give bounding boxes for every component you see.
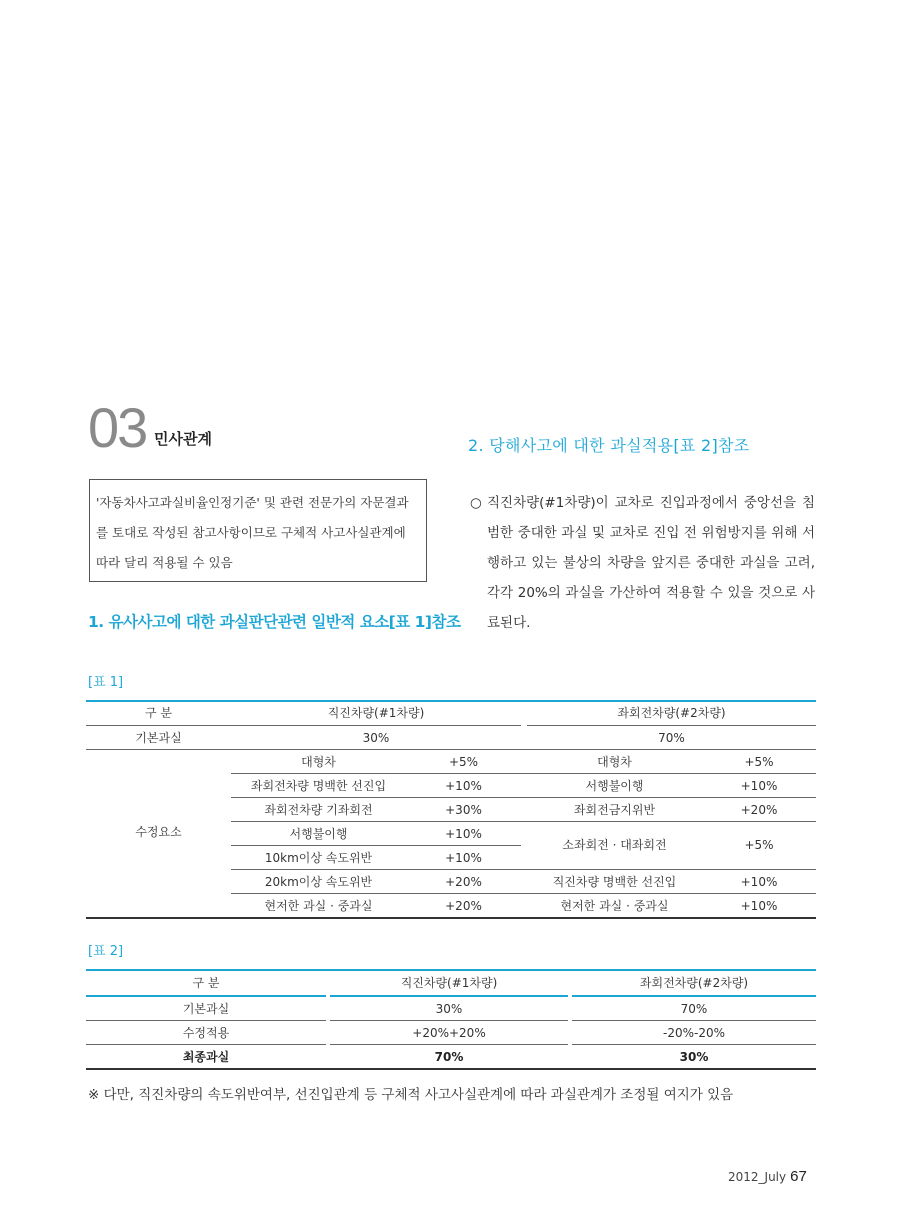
table2-row-label: 기본과실 xyxy=(182,1002,230,1016)
issue-date: 2012_July xyxy=(728,1170,787,1184)
table2-header-rule xyxy=(572,995,816,997)
table2-bottom-rule xyxy=(86,1068,816,1070)
table2-row-label: 최종과실 xyxy=(182,1050,230,1064)
table1-rule xyxy=(86,725,231,726)
table1-label: [표 1] xyxy=(88,675,124,690)
table1-rule xyxy=(231,845,521,846)
notice-box: '자동차사고과실비율인정기준' 및 관련 전문가의 자문결과를 토대로 작성된 참고사항이므로 구체적 사고사실관계에 따라 달리 적용될 수 있음 xyxy=(89,479,427,582)
table1-car1-value: +20% xyxy=(445,875,482,889)
table2-header-car2: 좌회전차량(#2차량) xyxy=(639,976,749,990)
table1-car1-value: +20% xyxy=(445,899,482,913)
table1-car2-item: 현저한 과실 · 중과실 xyxy=(560,899,669,913)
table2-rule xyxy=(86,1044,326,1045)
table1-header-car2: 좌회전차량(#2차량) xyxy=(617,706,726,720)
table1-car2-value: +20% xyxy=(740,803,778,817)
table1-rule xyxy=(86,749,816,750)
table2-top-rule xyxy=(86,969,816,971)
table1-car1-value: +10% xyxy=(445,779,482,793)
table1-top-rule xyxy=(86,700,816,702)
table1-car2-value: +5% xyxy=(744,755,774,769)
table1-car2-item: 서행불이행 xyxy=(585,779,644,793)
table1-car2-value: +10% xyxy=(740,899,778,913)
table1-rule xyxy=(231,773,816,774)
heading-this-accident: 2. 당해사고에 대한 과실적용[표 2]참조 xyxy=(468,436,750,455)
table1-rule xyxy=(231,725,521,726)
table1-car1-item: 좌회전차량 기좌회전 xyxy=(264,803,373,817)
table2-row-car2: 30% xyxy=(679,1050,709,1064)
table1-car1-item: 대형차 xyxy=(301,755,336,769)
table1-car2-item: 직진차량 명백한 선진입 xyxy=(552,875,677,889)
table1-rule xyxy=(231,869,816,870)
table1-car1-value: +5% xyxy=(448,755,479,769)
table2-row-car2: 70% xyxy=(680,1002,708,1016)
table1-car1-value: +10% xyxy=(445,827,482,841)
table1-car1-item: 좌회전차량 명백한 선진입 xyxy=(250,779,387,793)
footnote: ※ 다만, 직진차량의 속도위반여부, 선진입관계 등 구체적 사고사실관계에 따라 과실관계가 조정될 여지가 있음 xyxy=(88,1087,734,1103)
table1-bottom-rule xyxy=(86,917,816,919)
table1-car1-value: +10% xyxy=(445,851,482,865)
table1-car2-item: 좌회전금지위반 xyxy=(573,803,656,817)
table1-modifier-label: 수정요소 xyxy=(135,825,182,839)
table1-header-car1: 직진차량(#1차량) xyxy=(327,706,425,720)
table2-row-car2: -20%-20% xyxy=(662,1026,725,1040)
table2-row-label: 수정적용 xyxy=(182,1026,230,1040)
table1-car2-value: +10% xyxy=(740,875,778,889)
table1-car1-item: 20km이상 속도위반 xyxy=(264,875,373,889)
table1-car1-value: +30% xyxy=(445,803,482,817)
table2-rule xyxy=(572,1044,816,1045)
table1-car2-item: 대형차 xyxy=(597,755,632,769)
table2-rule xyxy=(330,1044,568,1045)
table1-base-label: 기본과실 xyxy=(135,731,182,745)
section-number: 03 xyxy=(88,396,147,459)
page-number: 67 xyxy=(790,1168,807,1185)
table1-base-car2: 70% xyxy=(658,731,685,745)
fault-paragraph xyxy=(470,488,815,638)
table1-rule xyxy=(231,893,816,894)
heading-similar-accidents: 1. 유사사고에 대한 과실판단관련 일반적 요소[표 1]참조 xyxy=(88,613,461,631)
table1-car1-item: 서행불이행 xyxy=(289,827,348,841)
table1-car2-value: +5% xyxy=(744,838,774,852)
table2-label: [표 2] xyxy=(88,944,124,959)
table1-rule xyxy=(231,821,816,822)
table1-car1-item: 현저한 과실 · 중과실 xyxy=(264,899,373,913)
table1-rule xyxy=(527,725,816,726)
table2-rule xyxy=(86,1020,326,1021)
table2-header-rule xyxy=(86,995,326,997)
table1-base-car1: 30% xyxy=(362,731,390,745)
table1-car2-item: 소좌회전 · 대좌회전 xyxy=(562,838,667,852)
table2-row-car1: 30% xyxy=(435,1002,463,1016)
table2-row-car1: +20%+20% xyxy=(412,1026,486,1040)
table1-header-category: 구 분 xyxy=(145,706,172,720)
table1-car1-item: 10km이상 속도위반 xyxy=(264,851,373,865)
paragraph-text: 직진차량(#1차량)이 교차로 진입과정에서 중앙선을 침범한 중대한 과실 및 교차로 진입 전 위험방지를 위해 서행하고 있는 불상의 차량을 앞지른 중대한 과실을 고려, 각각 20%의 과실을 가산하여 적용할 수 있을 것으로 사료된다. xyxy=(487,495,815,631)
bullet-circle: ○ xyxy=(470,495,482,511)
table2-header-rule xyxy=(330,995,568,997)
page-folio xyxy=(728,1166,807,1185)
table2-row-car1: 70% xyxy=(434,1050,464,1064)
table1-rule xyxy=(231,797,816,798)
table2-rule xyxy=(572,1020,816,1021)
table2-header-category: 구 분 xyxy=(192,976,220,990)
table2-rule xyxy=(330,1020,568,1021)
table1-car2-value: +10% xyxy=(740,779,778,793)
table2-header-car1: 직진차량(#1차량) xyxy=(400,976,498,990)
section-title: 민사관계 xyxy=(154,430,212,448)
